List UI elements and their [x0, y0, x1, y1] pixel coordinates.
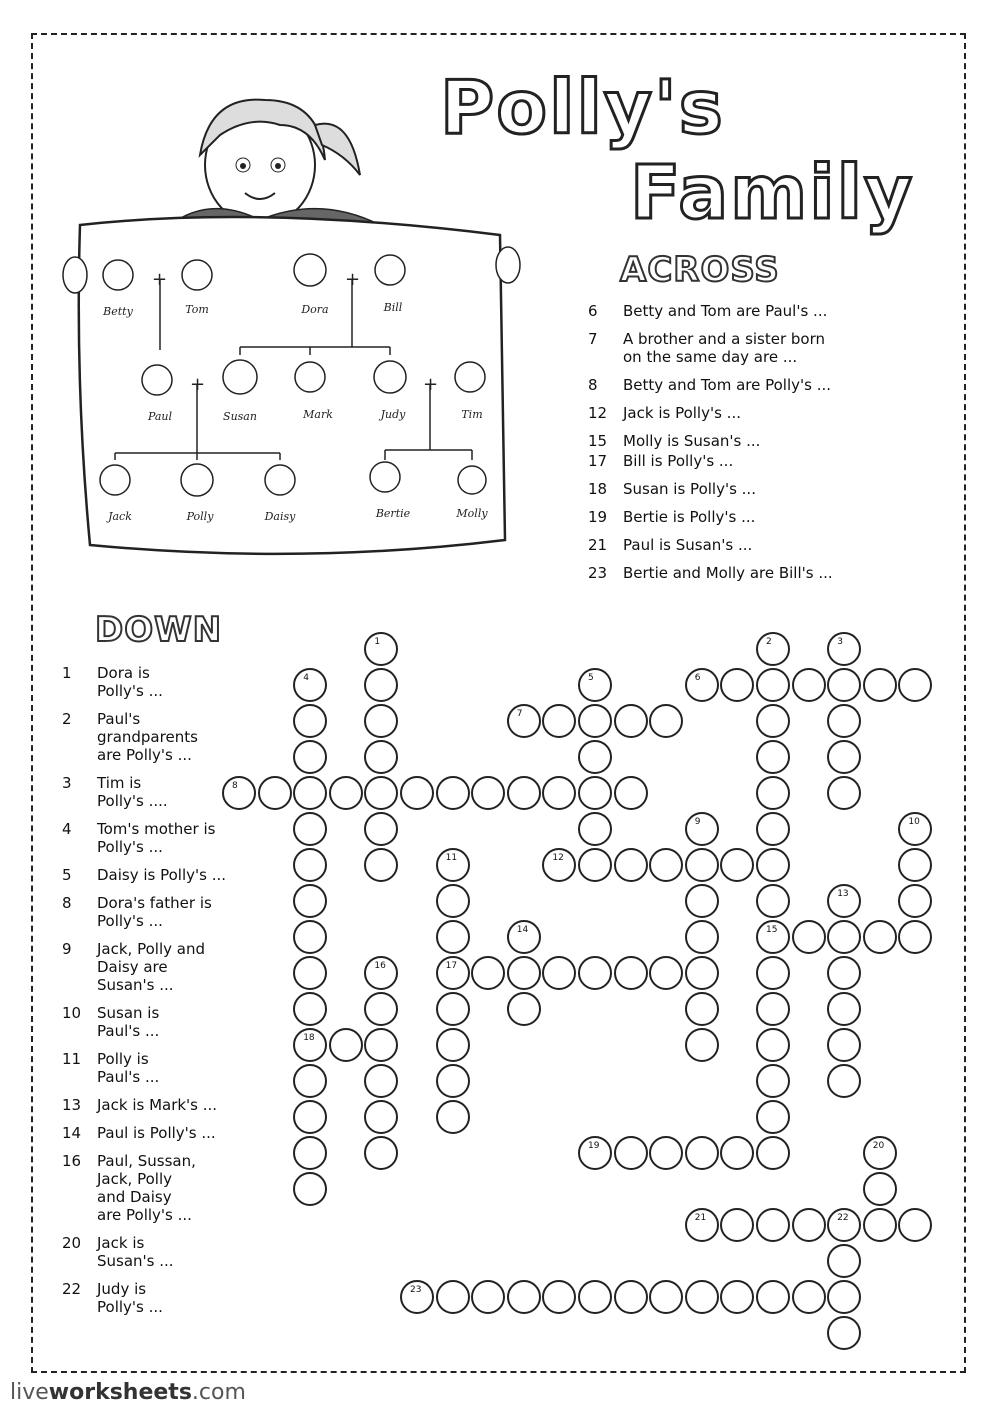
crossword-cell[interactable]: [293, 920, 327, 954]
label-judy: Judy: [380, 408, 406, 421]
face-judy: [374, 361, 406, 393]
crossword-cell[interactable]: [863, 1208, 897, 1242]
crossword-cell[interactable]: [436, 848, 470, 882]
across-clue: 12 Jack is Polly's ...: [588, 404, 741, 422]
label-paul: Paul: [147, 410, 173, 423]
crossword-cell[interactable]: [614, 1136, 648, 1170]
crossword-cell[interactable]: [507, 1280, 541, 1314]
crossword-cell[interactable]: [792, 668, 826, 702]
svg-text:+: +: [152, 269, 168, 290]
clue-number: 12: [552, 853, 564, 863]
crossword-cell[interactable]: [685, 668, 719, 702]
label-dora: Dora: [301, 303, 329, 316]
crossword-cell[interactable]: [827, 1244, 861, 1278]
svg-text:+: +: [423, 374, 439, 395]
crossword-cell[interactable]: [756, 992, 790, 1026]
down-clue: 5 Daisy is Polly's ...: [62, 866, 227, 884]
crossword-cell[interactable]: [578, 1136, 612, 1170]
crossword-cell[interactable]: [756, 920, 790, 954]
crossword-cell[interactable]: [436, 1100, 470, 1134]
crossword-cell[interactable]: [258, 776, 292, 810]
face-paul: [142, 365, 172, 395]
down-clue: 3 Tim is Polly's ....: [62, 774, 168, 810]
down-clue: 13 Jack is Mark's ...: [62, 1096, 218, 1114]
face-susan: [223, 360, 257, 394]
crossword-cell[interactable]: [293, 1064, 327, 1098]
crossword-cell[interactable]: [649, 848, 683, 882]
crossword-cell[interactable]: [293, 848, 327, 882]
crossword-cell[interactable]: [436, 1280, 470, 1314]
family-tree-illustration: [60, 85, 530, 575]
crossword-cell[interactable]: [827, 632, 861, 666]
crossword-cell[interactable]: [827, 1316, 861, 1350]
crossword-cell[interactable]: [293, 1136, 327, 1170]
crossword-cell[interactable]: [685, 884, 719, 918]
face-betty: [103, 260, 133, 290]
label-jack: Jack: [108, 510, 132, 523]
down-clue: 22 Judy is Polly's ...: [62, 1280, 163, 1316]
crossword-cell[interactable]: [827, 740, 861, 774]
across-clue: 19 Bertie is Polly's ...: [588, 508, 756, 526]
clue-number: 11: [445, 853, 458, 863]
across-clue: 18 Susan is Polly's ...: [588, 480, 756, 498]
label-bertie: Bertie: [375, 507, 411, 520]
crossword-cell[interactable]: [685, 1028, 719, 1062]
face-daisy: [265, 465, 295, 495]
crossword-cell[interactable]: [578, 776, 612, 810]
crossword-cell[interactable]: [649, 956, 683, 990]
clue-number: 23: [410, 1285, 422, 1295]
crossword-cell[interactable]: [614, 848, 648, 882]
face-molly: [458, 466, 486, 494]
crossword-cell[interactable]: [863, 920, 897, 954]
footer-brand: liveworksheets.com: [10, 1380, 246, 1405]
label-molly: Molly: [456, 507, 488, 520]
crossword-cell[interactable]: [685, 1208, 719, 1242]
crossword-cell[interactable]: [578, 848, 612, 882]
label-polly: Polly: [186, 510, 214, 523]
crossword-cell[interactable]: [649, 1280, 683, 1314]
crossword-cell[interactable]: [293, 1172, 327, 1206]
crossword-cell[interactable]: [578, 956, 612, 990]
down-clue: 11 Polly is Paul's ...: [62, 1050, 160, 1086]
crossword-cell[interactable]: [827, 704, 861, 738]
svg-text:+: +: [190, 374, 206, 395]
clue-number: 3: [837, 637, 843, 647]
crossword-cell[interactable]: [756, 1064, 790, 1098]
crossword-cell[interactable]: [756, 704, 790, 738]
crossword-cell[interactable]: [293, 704, 327, 738]
crossword-cell[interactable]: [222, 776, 256, 810]
crossword-cell[interactable]: [863, 668, 897, 702]
clue-number: 19: [588, 1141, 600, 1151]
face-mark: [295, 362, 325, 392]
clue-number: 16: [374, 961, 386, 971]
crossword-cell[interactable]: [756, 1100, 790, 1134]
clue-number: 10: [908, 817, 920, 827]
crossword-cell[interactable]: [436, 1028, 470, 1062]
crossword-cell[interactable]: [685, 1280, 719, 1314]
crossword-cell[interactable]: [756, 1028, 790, 1062]
down-clue: 10 Susan is Paul's ...: [62, 1004, 160, 1040]
crossword-cell[interactable]: [436, 1064, 470, 1098]
clue-number: 2: [766, 637, 772, 647]
down-clue: 9 Jack, Polly and Daisy are Susan's ...: [62, 940, 205, 994]
crossword-cell[interactable]: [685, 956, 719, 990]
crossword-cell[interactable]: [578, 740, 612, 774]
crossword-cell[interactable]: [756, 1280, 790, 1314]
crossword-cell[interactable]: [827, 776, 861, 810]
label-bill: Bill: [383, 301, 403, 314]
down-clue: 2 Paul's grandparents are Polly's ...: [62, 710, 198, 764]
crossword-cell[interactable]: [614, 704, 648, 738]
crossword-cell[interactable]: [293, 884, 327, 918]
clue-number: 20: [872, 1141, 885, 1151]
across-clue: 17 Bill is Polly's ...: [588, 452, 734, 470]
crossword-cell[interactable]: [293, 776, 327, 810]
clue-number: 22: [837, 1213, 849, 1223]
crossword-cell[interactable]: [614, 776, 648, 810]
clue-number: 18: [303, 1033, 315, 1043]
down-clue: 20 Jack is Susan's ...: [62, 1234, 174, 1270]
crossword-cell[interactable]: [293, 956, 327, 990]
label-betty: Betty: [103, 305, 133, 318]
crossword-cell[interactable]: [471, 776, 505, 810]
crossword-cell[interactable]: [614, 1280, 648, 1314]
crossword-cell[interactable]: [827, 1028, 861, 1062]
crossword-cell[interactable]: [329, 1028, 363, 1062]
across-clue: 15 Molly is Susan's ...: [588, 432, 761, 450]
clue-number: 13: [837, 889, 849, 899]
label-tim: Tim: [461, 408, 483, 421]
crossword-cell[interactable]: [792, 1280, 826, 1314]
face-polly: [181, 464, 213, 496]
crossword-cell[interactable]: [507, 956, 541, 990]
crossword-cell[interactable]: [614, 956, 648, 990]
crossword-cell[interactable]: [685, 812, 719, 846]
crossword-cell[interactable]: [827, 992, 861, 1026]
title-line-2: Family: [630, 150, 915, 236]
across-clue: 21 Paul is Susan's ...: [588, 536, 753, 554]
crossword-cell[interactable]: [756, 776, 790, 810]
crossword-cell[interactable]: [436, 956, 470, 990]
across-clue: 7 A brother and a sister born on the same day are ...: [588, 330, 826, 366]
crossword-cell[interactable]: [756, 632, 790, 666]
clue-number: 15: [766, 925, 778, 935]
face-tim: [455, 362, 485, 392]
clue-number: 7: [516, 709, 523, 719]
crossword-cell[interactable]: [827, 956, 861, 990]
crossword-cell[interactable]: [756, 884, 790, 918]
crossword-cell[interactable]: [863, 1172, 897, 1206]
crossword-cell[interactable]: [827, 1208, 861, 1242]
crossword-cell[interactable]: [400, 776, 434, 810]
crossword-cell[interactable]: [293, 740, 327, 774]
crossword-cell[interactable]: [685, 848, 719, 882]
crossword-cell[interactable]: [578, 1280, 612, 1314]
crossword-cell[interactable]: [436, 920, 470, 954]
clue-number: 8: [232, 781, 238, 791]
crossword-cell[interactable]: [400, 1280, 434, 1314]
face-bertie: [370, 462, 400, 492]
crossword-cell[interactable]: [649, 704, 683, 738]
crossword-cell[interactable]: [293, 992, 327, 1026]
face-dora: [294, 254, 326, 286]
face-jack: [100, 465, 130, 495]
clue-number: 4: [303, 673, 309, 683]
down-heading: DOWN: [95, 610, 223, 650]
face-tom: [182, 260, 212, 290]
crossword-cell[interactable]: [293, 1100, 327, 1134]
clue-number: 21: [694, 1213, 707, 1223]
crossword-cell[interactable]: [293, 1028, 327, 1062]
crossword-cell[interactable]: [471, 956, 505, 990]
label-susan: Susan: [223, 410, 257, 423]
crossword-cell[interactable]: [436, 776, 470, 810]
crossword-cell[interactable]: [685, 920, 719, 954]
clue-number: 14: [516, 925, 529, 935]
crossword-cell[interactable]: [507, 776, 541, 810]
across-clue: 8 Betty and Tom are Polly's ...: [588, 376, 832, 394]
title-line-1: Polly's: [440, 65, 725, 151]
down-clue: 8 Dora's father is Polly's ...: [62, 894, 212, 930]
crossword-cell[interactable]: [756, 956, 790, 990]
crossword-cell[interactable]: [756, 668, 790, 702]
across-clues: [588, 302, 918, 592]
svg-text:+: +: [345, 269, 361, 290]
crossword-cell[interactable]: [436, 884, 470, 918]
down-clue: 1 Dora is Polly's ...: [62, 664, 163, 700]
crossword-cell[interactable]: [827, 1064, 861, 1098]
crossword-cell[interactable]: [649, 1136, 683, 1170]
clue-number: 6: [694, 673, 701, 683]
crossword-cell[interactable]: [507, 704, 541, 738]
crossword-cell[interactable]: [827, 668, 861, 702]
across-clue: 23 Bertie and Molly are Bill's ...: [588, 564, 833, 582]
clue-number: 1: [374, 637, 381, 647]
crossword-cell[interactable]: [685, 992, 719, 1026]
label-tom: Tom: [185, 303, 209, 316]
across-clue: 6 Betty and Tom are Paul's ...: [588, 302, 828, 320]
clue-number: 17: [445, 961, 458, 971]
crossword-cell[interactable]: [756, 848, 790, 882]
crossword-cell[interactable]: [471, 1280, 505, 1314]
crossword-cell[interactable]: [293, 668, 327, 702]
crossword-cell[interactable]: [436, 992, 470, 1026]
crossword-cell[interactable]: [578, 668, 612, 702]
down-clue: 14 Paul is Polly's ...: [62, 1124, 216, 1142]
down-clues: [62, 664, 252, 1326]
face-bill: [375, 255, 405, 285]
crossword-cell[interactable]: [792, 920, 826, 954]
down-clue: 4 Tom's mother is Polly's ...: [62, 820, 216, 856]
crossword-cell[interactable]: [863, 1136, 897, 1170]
crossword-cell[interactable]: [578, 812, 612, 846]
crossword-cell[interactable]: [792, 1208, 826, 1242]
label-mark: Mark: [303, 408, 333, 421]
clue-number: 9: [694, 817, 701, 827]
crossword-cell[interactable]: [293, 812, 327, 846]
crossword-cell[interactable]: [329, 776, 363, 810]
down-clue: 16 Paul, Sussan, Jack, Polly and Daisy are Polly's ...: [62, 1152, 196, 1224]
clue-number: 5: [588, 673, 594, 683]
crossword-cell[interactable]: [756, 812, 790, 846]
label-daisy: Daisy: [264, 510, 296, 523]
crossword-cell[interactable]: [507, 920, 541, 954]
crossword-cell[interactable]: [827, 920, 861, 954]
crossword-cell[interactable]: [827, 1280, 861, 1314]
across-heading: ACROSS: [620, 250, 780, 290]
crossword-cell[interactable]: [685, 1136, 719, 1170]
crossword-cell[interactable]: [756, 1136, 790, 1170]
crossword-cell[interactable]: [756, 740, 790, 774]
crossword-cell[interactable]: [827, 884, 861, 918]
crossword-cell[interactable]: [507, 992, 541, 1026]
crossword-cell[interactable]: [578, 704, 612, 738]
crossword-cell[interactable]: [756, 1208, 790, 1242]
